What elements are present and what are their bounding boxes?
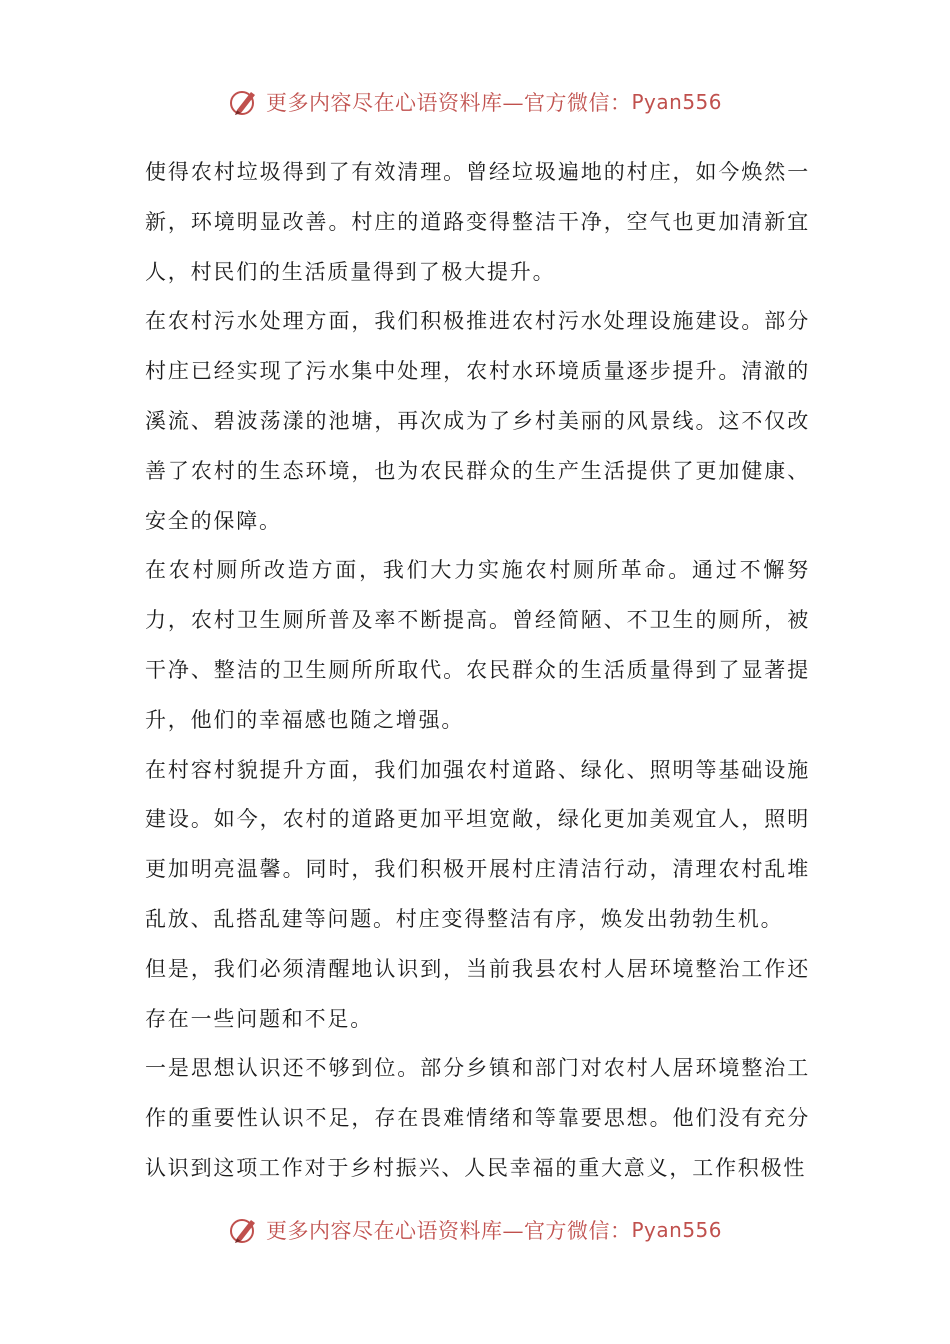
- document-body: [145, 148, 810, 1194]
- footer-watermark: [0, 1210, 950, 1250]
- watermark-wechat-id: Pyan556: [631, 1218, 722, 1242]
- paragraph-3: 在农村厕所改造方面，我们大力实施农村厕所革命。通过不懈努力，农村卫生厕所普及率不断提高。曾经简陋、不卫生的厕所，被干净、整洁的卫生厕所所取代。农民群众的生活质量得到了显著提升，他们的幸福感也随之增强。: [145, 558, 810, 732]
- paragraph-5: 但是，我们必须清醒地认识到，当前我县农村人居环境整治工作还存在一些问题和不足。: [145, 956, 810, 1031]
- pen-logo-icon: [228, 1214, 260, 1246]
- pen-logo-icon: [228, 86, 260, 118]
- watermark-text: 更多内容尽在心语资料库—官方微信：: [265, 1219, 632, 1243]
- paragraph-6: 一是思想认识还不够到位。部分乡镇和部门对农村人居环境整治工作的重要性认识不足，存在畏难情绪和等靠要思想。他们没有充分认识到这项工作对于乡村振兴、人民幸福的重大意义，工作积极性: [145, 1056, 810, 1180]
- paragraph-2: 在农村污水处理方面，我们积极推进农村污水处理设施建设。部分村庄已经实现了污水集中处理，农村水环境质量逐步提升。清澈的溪流、碧波荡漾的池塘，再次成为了乡村美丽的风景线。这不仅改善了农村的生态环境，也为农民群众的生产生活提供了更加健康、安全的保障。: [145, 309, 810, 533]
- header-watermark: [0, 82, 950, 122]
- paragraph-1: 使得农村垃圾得到了有效清理。曾经垃圾遍地的村庄，如今焕然一新，环境明显改善。村庄的道路变得整洁干净，空气也更加清新宜人，村民们的生活质量得到了极大提升。: [145, 160, 810, 284]
- watermark-text: 更多内容尽在心语资料库—官方微信：: [265, 91, 632, 115]
- paragraph-4: 在村容村貌提升方面，我们加强农村道路、绿化、照明等基础设施建设。如今，农村的道路更加平坦宽敞，绿化更加美观宜人，照明更加明亮温馨。同时，我们积极开展村庄清洁行动，清理农村乱堆乱放、乱搭乱建等问题。村庄变得整洁有序，焕发出勃勃生机。: [145, 757, 810, 931]
- watermark-wechat-id: Pyan556: [631, 90, 722, 114]
